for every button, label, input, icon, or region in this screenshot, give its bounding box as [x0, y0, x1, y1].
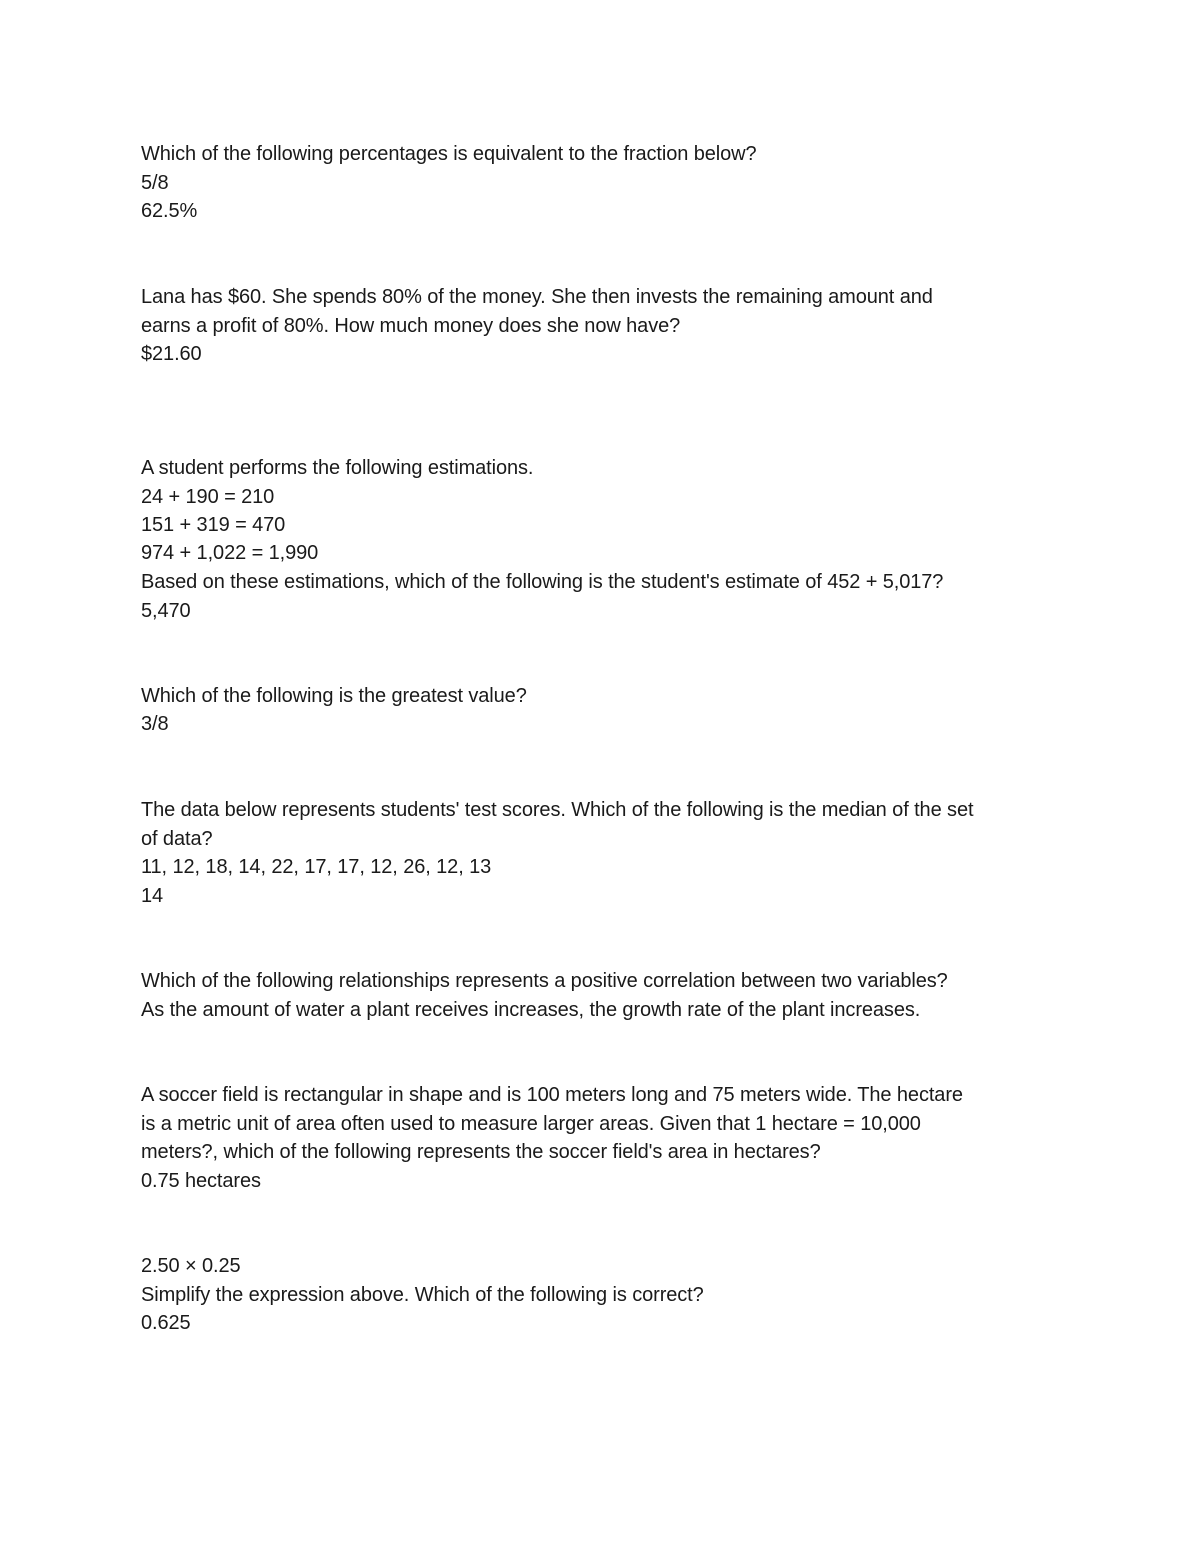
question-text: Simplify the expression above. Which of the following is correct?: [141, 1284, 704, 1306]
question-text: Which of the following percentages is equivalent to the fraction below?: [141, 143, 757, 165]
question-fraction: 5/8: [141, 172, 169, 194]
question-text: Which of the following relationships represents a positive correlation between two variables?: [141, 970, 948, 992]
answer: 14: [141, 885, 164, 907]
question-text-continued: Based on these estimations, which of the following is the student's estimate of 452 + 5,017?: [141, 571, 944, 593]
question-text-continued: meters?, which of the following represents the soccer field's area in hectares?: [141, 1141, 821, 1163]
question-text-continued: is a metric unit of area often used to measure larger areas. Given that 1 hectare = 10,000: [141, 1113, 921, 1135]
answer: 5,470: [141, 600, 191, 622]
answer: $21.60: [141, 343, 202, 365]
estimation-line: 24 + 190 = 210: [141, 486, 275, 508]
answer: 62.5%: [141, 200, 198, 222]
estimation-line: 151 + 319 = 470: [141, 514, 286, 536]
data-set: 11, 12, 18, 14, 22, 17, 17, 12, 26, 12, 13: [141, 856, 492, 878]
answer: 3/8: [141, 713, 169, 735]
answer: As the amount of water a plant receives increases, the growth rate of the plant increases.: [141, 999, 921, 1021]
expression: 2.50 × 0.25: [141, 1255, 241, 1277]
question-text-continued: earns a profit of 80%. How much money does she now have?: [141, 315, 681, 337]
question-text: A student performs the following estimations.: [141, 457, 534, 479]
question-text: Lana has $60. She spends 80% of the money. She then invests the remaining amount and: [141, 286, 933, 308]
question-text: Which of the following is the greatest value?: [141, 685, 527, 707]
question-text-continued: of data?: [141, 828, 213, 850]
question-text: A soccer field is rectangular in shape and is 100 meters long and 75 meters wide. The hectare: [141, 1084, 963, 1106]
answer: 0.625: [141, 1312, 191, 1334]
question-text: The data below represents students' test scores. Which of the following is the median of the set: [141, 799, 974, 821]
answer: 0.75 hectares: [141, 1170, 261, 1192]
estimation-line: 974 + 1,022 = 1,990: [141, 542, 319, 564]
